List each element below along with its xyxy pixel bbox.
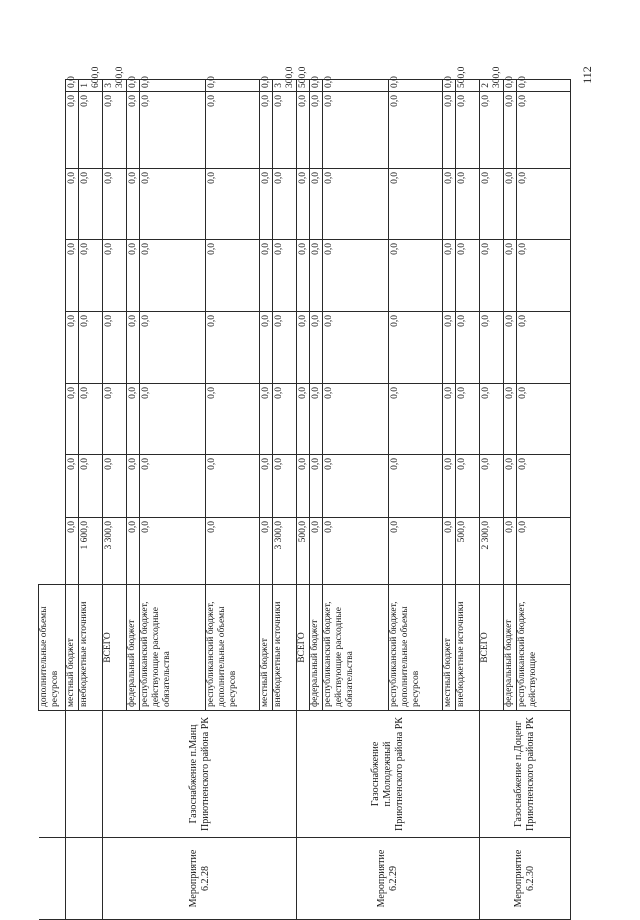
blank-area <box>39 80 66 585</box>
source-cell: внебюджетные источники <box>273 585 297 711</box>
value-cell: 0,0 <box>517 240 571 312</box>
value-cell: 0,0 <box>389 92 443 169</box>
value-cell: 0,0 <box>443 240 456 312</box>
value-cell: 0,0 <box>504 169 517 240</box>
value-cell: 500,0 <box>297 518 310 585</box>
value-cell: 3 300,0 <box>273 80 297 92</box>
measure-cell <box>39 838 66 920</box>
value-cell: 0,0 <box>323 312 389 384</box>
value-cell: 0,0 <box>480 384 504 455</box>
value-cell: 500,0 <box>297 80 310 92</box>
source-cell: республиканский бюджет, действующие <box>517 585 571 711</box>
value-cell: 0,0 <box>517 92 571 169</box>
value-cell: 2 300,0 <box>480 518 504 585</box>
value-cell: 0,0 <box>456 455 480 518</box>
source-cell: ВСЕГО <box>297 585 310 711</box>
value-cell: 0,0 <box>260 518 273 585</box>
measure-name: Газоснабжение п.Доценг Приютненского района РК <box>480 711 571 838</box>
value-cell: 0,0 <box>323 240 389 312</box>
source-cell: местный бюджет <box>66 585 79 711</box>
value-cell: 0,0 <box>504 455 517 518</box>
budget-table <box>38 66 571 920</box>
value-cell: 0,0 <box>206 384 260 455</box>
value-cell: 0,0 <box>79 455 103 518</box>
value-cell: 0,0 <box>517 518 571 585</box>
value-cell: 0,0 <box>66 169 79 240</box>
source-cell: республиканский бюджет, действующие расходные обязательства <box>323 585 389 711</box>
value-cell: 0,0 <box>443 518 456 585</box>
value-cell: 0,0 <box>443 455 456 518</box>
measure-id: Мероприятие 6.2.29 <box>297 838 480 920</box>
value-cell: 0,0 <box>260 455 273 518</box>
value-cell: 0,0 <box>66 92 79 169</box>
value-cell: 0,0 <box>480 92 504 169</box>
value-cell: 0,0 <box>443 80 456 92</box>
rotated-budget-sheet <box>38 66 569 920</box>
value-cell: 0,0 <box>127 169 140 240</box>
value-cell: 0,0 <box>517 80 571 92</box>
source-cell: федеральный бюджет <box>504 585 517 711</box>
value-cell: 0,0 <box>310 312 323 384</box>
value-cell: 500,0 <box>456 80 480 92</box>
value-cell: 0,0 <box>480 240 504 312</box>
value-cell: 0,0 <box>517 384 571 455</box>
value-cell: 0,0 <box>456 92 480 169</box>
table-row <box>103 80 127 920</box>
source-cell: внебюджетные источники <box>456 585 480 711</box>
value-cell: 0,0 <box>206 169 260 240</box>
value-cell: 0,0 <box>79 92 103 169</box>
value-cell: 0,0 <box>140 384 206 455</box>
value-cell: 0,0 <box>443 169 456 240</box>
value-cell: 0,0 <box>389 240 443 312</box>
source-cell: республиканский бюджет, дополнительные объемы ресурсов <box>206 585 260 711</box>
source-cell: ВСЕГО <box>103 585 127 711</box>
page-number: 112 <box>579 66 594 84</box>
source-cell: местный бюджет <box>443 585 456 711</box>
value-cell: 0,0 <box>127 518 140 585</box>
value-cell: 0,0 <box>504 92 517 169</box>
value-cell: 0,0 <box>443 92 456 169</box>
source-cell: федеральный бюджет <box>310 585 323 711</box>
source-cell: федеральный бюджет <box>127 585 140 711</box>
value-cell: 0,0 <box>389 384 443 455</box>
value-cell: 0,0 <box>260 240 273 312</box>
value-cell: 1 600,0 <box>79 80 103 92</box>
value-cell: 0,0 <box>206 92 260 169</box>
value-cell: 0,0 <box>389 80 443 92</box>
value-cell: 0,0 <box>273 92 297 169</box>
value-cell: 0,0 <box>103 384 127 455</box>
value-cell: 0,0 <box>504 240 517 312</box>
value-cell: 0,0 <box>140 240 206 312</box>
value-cell: 0,0 <box>140 455 206 518</box>
value-cell: 0,0 <box>140 312 206 384</box>
value-cell: 0,0 <box>66 455 79 518</box>
value-cell: 0,0 <box>273 240 297 312</box>
value-cell: 0,0 <box>273 312 297 384</box>
value-cell: 0,0 <box>323 80 389 92</box>
measure-id: Мероприятие 6.2.28 <box>103 838 297 920</box>
value-cell: 0,0 <box>140 92 206 169</box>
value-cell: 0,0 <box>297 384 310 455</box>
value-cell: 0,0 <box>79 384 103 455</box>
value-cell: 0,0 <box>79 169 103 240</box>
value-cell: 0,0 <box>127 80 140 92</box>
value-cell: 0,0 <box>323 518 389 585</box>
table-row <box>297 80 310 920</box>
value-cell: 0,0 <box>480 455 504 518</box>
value-cell: 0,0 <box>456 312 480 384</box>
value-cell: 2 300,0 <box>480 80 504 92</box>
value-cell: 0,0 <box>260 92 273 169</box>
value-cell: 0,0 <box>389 455 443 518</box>
name-cell <box>66 711 103 838</box>
value-cell: 0,0 <box>310 80 323 92</box>
value-cell: 0,0 <box>323 92 389 169</box>
value-cell: 0,0 <box>517 455 571 518</box>
measure-name: Газоснабжение п.Манц Приютненского района РК <box>103 711 297 838</box>
value-cell: 0,0 <box>79 240 103 312</box>
value-cell: 0,0 <box>297 92 310 169</box>
value-cell: 0,0 <box>140 80 206 92</box>
value-cell: 0,0 <box>310 92 323 169</box>
source-cell: дополнительные объемы ресурсов <box>39 585 66 711</box>
value-cell: 0,0 <box>323 455 389 518</box>
value-cell: 0,0 <box>260 312 273 384</box>
value-cell: 0,0 <box>504 384 517 455</box>
value-cell: 0,0 <box>103 240 127 312</box>
value-cell: 0,0 <box>273 384 297 455</box>
value-cell: 0,0 <box>443 384 456 455</box>
value-cell: 0,0 <box>504 518 517 585</box>
value-cell: 0,0 <box>480 312 504 384</box>
value-cell: 0,0 <box>66 80 79 92</box>
value-cell: 0,0 <box>517 312 571 384</box>
value-cell: 0,0 <box>140 518 206 585</box>
value-cell: 0,0 <box>66 312 79 384</box>
value-cell: 0,0 <box>297 169 310 240</box>
source-cell: внебюджетные источники <box>79 585 103 711</box>
value-cell: 0,0 <box>127 240 140 312</box>
value-cell: 0,0 <box>103 455 127 518</box>
value-cell: 0,0 <box>206 455 260 518</box>
value-cell: 0,0 <box>260 80 273 92</box>
value-cell: 0,0 <box>389 518 443 585</box>
measure-name: Газоснабжение п.Молодежный Приютненского района РК <box>297 711 480 838</box>
value-cell: 0,0 <box>456 384 480 455</box>
value-cell: 0,0 <box>127 384 140 455</box>
value-cell: 0,0 <box>206 80 260 92</box>
value-cell: 0,0 <box>79 312 103 384</box>
source-cell: местный бюджет <box>260 585 273 711</box>
value-cell: 0,0 <box>66 518 79 585</box>
value-cell: 0,0 <box>103 169 127 240</box>
value-cell: 0,0 <box>323 169 389 240</box>
value-cell: 0,0 <box>323 384 389 455</box>
table-row <box>66 80 79 920</box>
measure-cell <box>66 838 103 920</box>
value-cell: 0,0 <box>273 455 297 518</box>
value-cell: 0,0 <box>103 312 127 384</box>
table-row <box>39 80 66 920</box>
value-cell: 0,0 <box>140 169 206 240</box>
value-cell: 0,0 <box>260 169 273 240</box>
measure-id: Мероприятие 6.2.30 <box>480 838 571 920</box>
value-cell: 0,0 <box>504 80 517 92</box>
value-cell: 0,0 <box>103 92 127 169</box>
value-cell: 0,0 <box>480 169 504 240</box>
value-cell: 0,0 <box>66 240 79 312</box>
value-cell: 0,0 <box>504 312 517 384</box>
value-cell: 0,0 <box>310 518 323 585</box>
value-cell: 0,0 <box>310 240 323 312</box>
value-cell: 0,0 <box>389 312 443 384</box>
value-cell: 0,0 <box>206 518 260 585</box>
value-cell: 0,0 <box>517 169 571 240</box>
table-row <box>480 80 504 920</box>
value-cell: 0,0 <box>297 312 310 384</box>
value-cell: 500,0 <box>456 518 480 585</box>
value-cell: 0,0 <box>456 169 480 240</box>
value-cell: 0,0 <box>206 240 260 312</box>
value-cell: 0,0 <box>206 312 260 384</box>
value-cell: 0,0 <box>310 169 323 240</box>
source-cell: республиканский бюджет, дополнительные объемы ресурсов <box>389 585 443 711</box>
value-cell: 0,0 <box>66 384 79 455</box>
value-cell: 0,0 <box>127 455 140 518</box>
value-cell: 0,0 <box>260 384 273 455</box>
value-cell: 0,0 <box>127 312 140 384</box>
value-cell: 0,0 <box>443 312 456 384</box>
value-cell: 0,0 <box>310 455 323 518</box>
value-cell: 0,0 <box>273 169 297 240</box>
value-cell: 3 300,0 <box>103 518 127 585</box>
value-cell: 0,0 <box>456 240 480 312</box>
value-cell: 3 300,0 <box>103 80 127 92</box>
value-cell: 1 600,0 <box>79 518 103 585</box>
value-cell: 0,0 <box>389 169 443 240</box>
value-cell: 0,0 <box>297 240 310 312</box>
value-cell: 0,0 <box>310 384 323 455</box>
value-cell: 0,0 <box>297 455 310 518</box>
source-cell: республиканский бюджет, действующие расходные обязательства <box>140 585 206 711</box>
name-cell <box>39 711 66 838</box>
source-cell: ВСЕГО <box>480 585 504 711</box>
value-cell: 3 300,0 <box>273 518 297 585</box>
value-cell: 0,0 <box>127 92 140 169</box>
